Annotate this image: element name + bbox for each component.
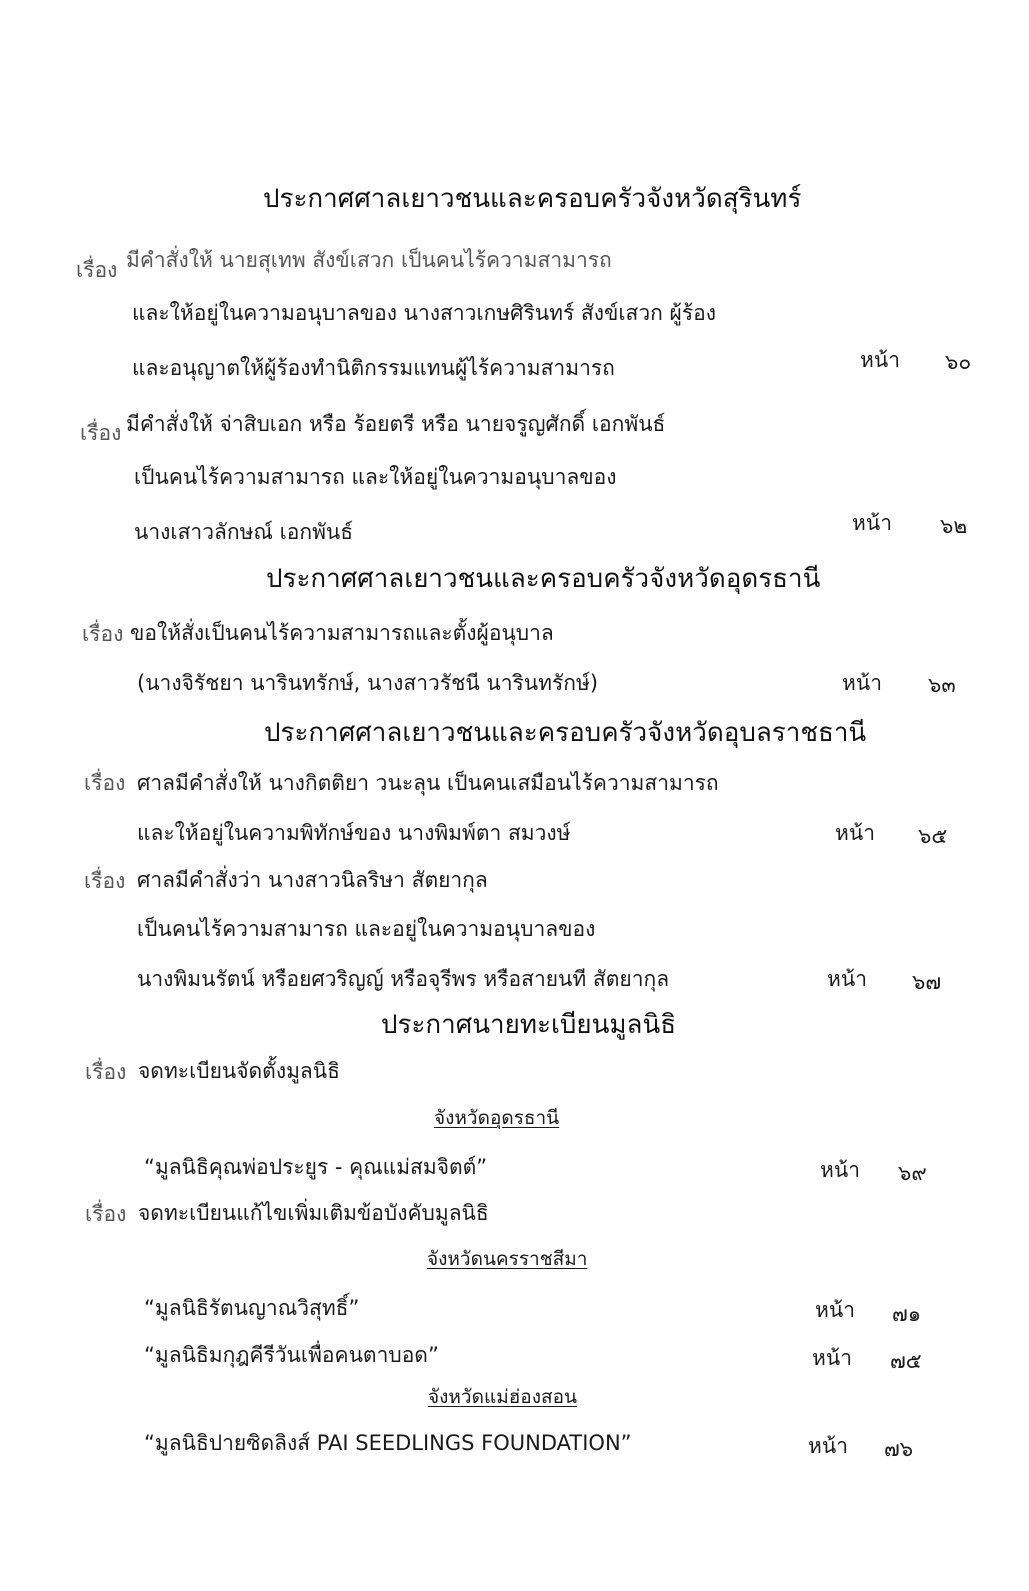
entry-line: และให้อยู่ในความอนุบาลของ นางสาวเกษศิรินทร์ สังข์เสวก ผู้ร้อง: [132, 301, 716, 325]
group-title: จดทะเบียนจัดตั้งมูลนิธิ: [138, 1059, 340, 1083]
section-heading: ประกาศศาลเยาวชนและครอบครัวจังหวัดอุบลราชธานี: [264, 718, 867, 748]
entry-line: ศาลมีคำสั่งว่า นางสาวนิลริษา สัตยากุล: [137, 868, 488, 892]
page-label: หน้า: [815, 1298, 855, 1322]
entry-line: นางพิมนรัตน์ หรือยศวริญญ์ หรือจุรีพร หรือสายนที สัตยากุล: [137, 967, 670, 991]
province-heading: จังหวัดนครราชสีมา: [427, 1248, 588, 1270]
province-heading: จังหวัดอุดรธานี: [434, 1107, 560, 1129]
page-label: หน้า: [835, 821, 875, 845]
entry-line: ขอให้สั่งเป็นคนไร้ความสามารถและตั้งผู้อนุบาล: [130, 621, 554, 645]
page-number: ๖๓: [928, 673, 956, 697]
page-number: ๖๕: [918, 824, 948, 848]
entry-label: เรื่อง: [82, 622, 124, 646]
entry-label: เรื่อง: [80, 421, 122, 445]
page-number: ๗๖: [884, 1437, 914, 1461]
entry-line: และอนุญาตให้ผู้ร้องทำนิติกรรมแทนผู้ไร้ความสามารถ: [132, 356, 615, 380]
entry-line: ศาลมีคำสั่งให้ นางกิตติยา วนะลุน เป็นคนเสมือนไร้ความสามารถ: [137, 771, 719, 795]
page-number: ๖๙: [898, 1161, 927, 1185]
group-title: จดทะเบียนแก้ไขเพิ่มเติมข้อบังคับมูลนิธิ: [138, 1201, 489, 1225]
entry-line: เป็นคนไร้ความสามารถ และอยู่ในความอนุบาลของ: [137, 917, 596, 941]
entry-label: เรื่อง: [85, 1060, 127, 1084]
page-label: หน้า: [808, 1434, 848, 1458]
page-number: ๗๕: [890, 1349, 922, 1373]
page-label: หน้า: [827, 967, 867, 991]
page-label: หน้า: [820, 1158, 860, 1182]
page-number: ๖๗: [912, 970, 942, 994]
page-number: ๖๒: [940, 514, 968, 538]
page-label: หน้า: [842, 671, 882, 695]
page-label: หน้า: [852, 511, 892, 535]
entry-line: นางเสาวลักษณ์ เอกพันธ์: [134, 520, 354, 544]
page-label: หน้า: [860, 348, 900, 372]
section-heading: ประกาศศาลเยาวชนและครอบครัวจังหวัดสุรินทร์: [263, 184, 802, 214]
foundation-name: “มูลนิธิมกุฎคีรีวันเพื่อคนตาบอด”: [144, 1343, 439, 1367]
entry-line: มีคำสั่งให้ จ่าสิบเอก หรือ ร้อยตรี หรือ นายจรูญศักดิ์ เอกพันธ์: [126, 412, 666, 436]
page-label: หน้า: [812, 1346, 852, 1370]
entry-line: (นางจิรัชยา นารินทรักษ์, นางสาวรัชนี นารินทรักษ์): [137, 671, 599, 695]
foundation-name: “มูลนิธิปายซิดลิงส์ PAI SEEDLINGS FOUNDATION”: [144, 1431, 632, 1455]
entry-line: และให้อยู่ในความพิทักษ์ของ นางพิมพ์ตา สมวงษ์: [137, 821, 571, 845]
entry-label: เรื่อง: [84, 869, 126, 893]
section-heading: ประกาศศาลเยาวชนและครอบครัวจังหวัดอุดรธานี: [266, 564, 821, 594]
entry-line: มีคำสั่งให้ นายสุเทพ สังข์เสวก เป็นคนไร้ความสามารถ: [126, 248, 612, 272]
entry-label: เรื่อง: [85, 1202, 127, 1226]
section-heading: ประกาศนายทะเบียนมูลนิธิ: [381, 1010, 677, 1040]
page-number: ๗๑: [892, 1302, 922, 1326]
entry-label: เรื่อง: [84, 771, 126, 795]
entry-label: เรื่อง: [76, 258, 118, 282]
page-number: ๖๐: [945, 350, 972, 374]
foundation-name: “มูลนิธิคุณพ่อประยูร - คุณแม่สมจิตต์”: [144, 1155, 488, 1179]
entry-line: เป็นคนไร้ความสามารถ และให้อยู่ในความอนุบาลของ: [134, 465, 617, 489]
foundation-name: “มูลนิธิรัตนญาณวิสุทธิ์”: [144, 1296, 360, 1320]
province-heading: จังหวัดแม่ฮ่องสอน: [428, 1386, 577, 1408]
